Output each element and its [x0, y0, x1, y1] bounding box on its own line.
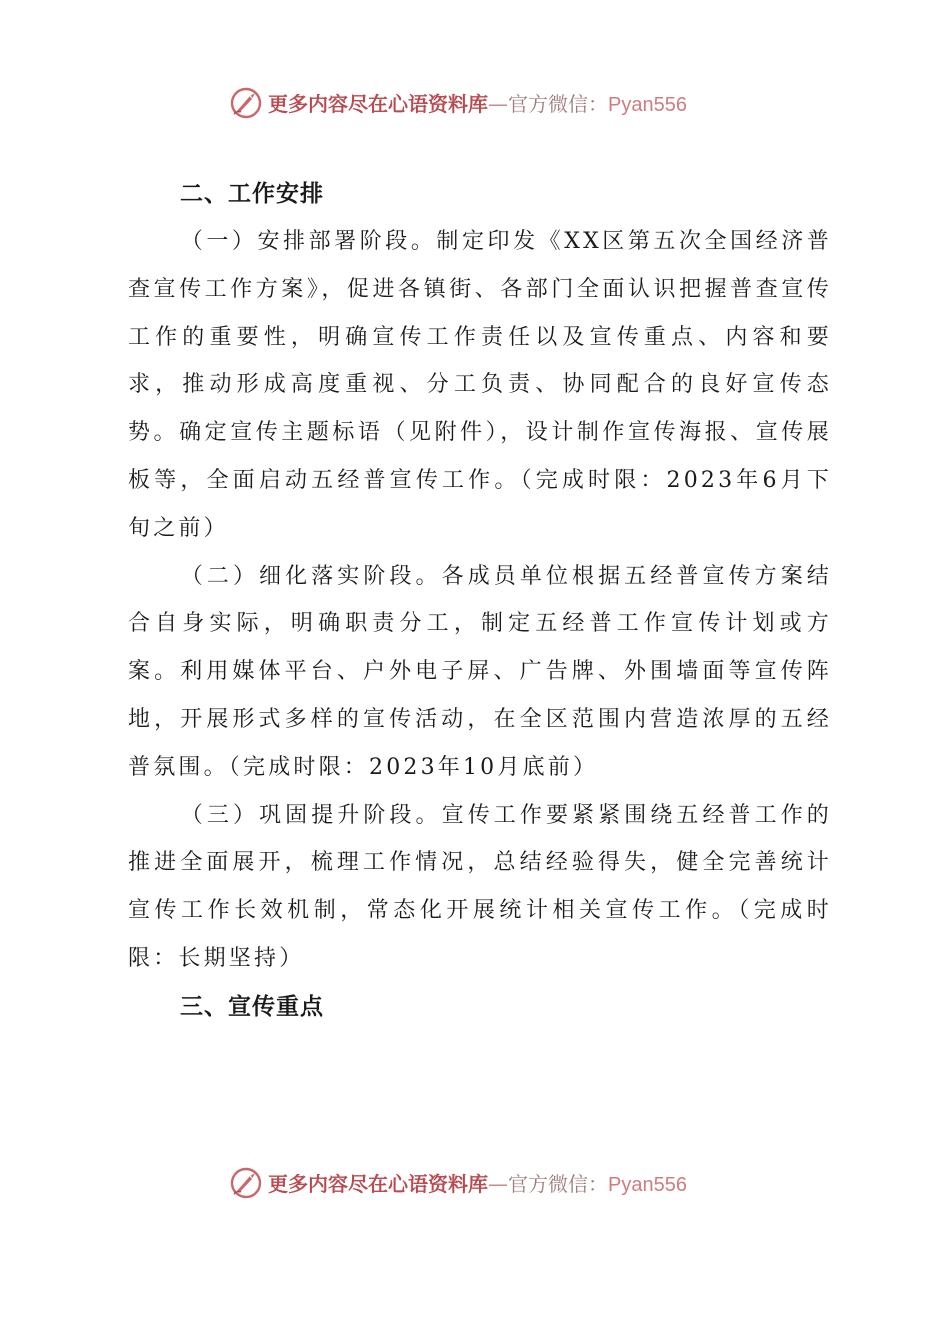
- document-body: [128, 170, 832, 1031]
- watermark-official-label: 官方微信：: [508, 1171, 608, 1196]
- paragraph-implementation-stage: （二）细化落实阶段。各成员单位根据五经普宣传方案结合自身实际，明确职责分工，制定五经普工作宣传计划或方案。利用媒体平台、户外电子屏、广告牌、外围墙面等宣传阵地，开展形式多样的宣传活动，在全区范围内营造浓厚的五经普氛围。（完成时限：2023年10月底前）: [128, 563, 832, 780]
- watermark-dash: —: [488, 91, 508, 116]
- pen-logo-icon: [228, 84, 264, 120]
- watermark-text: [268, 1168, 687, 1197]
- watermark-wechat-id: Pyan556: [608, 1173, 687, 1196]
- watermark-text: [268, 88, 687, 117]
- watermark-brand: 更多内容尽在心语资料库: [268, 1171, 488, 1196]
- footer-watermark: [228, 1162, 687, 1202]
- section-heading-work-arrangement: 二、工作安排: [180, 181, 324, 207]
- watermark-official-label: 官方微信：: [508, 91, 608, 116]
- header-watermark: [228, 82, 687, 122]
- watermark-wechat-id: Pyan556: [608, 93, 687, 116]
- paragraph-deployment-stage: （一）安排部署阶段。制定印发《XX区第五次全国经济普查宣传工作方案》，促进各镇街、各部门全面认识把握普查宣传工作的重要性，明确宣传工作责任以及宣传重点、内容和要求，推动形成高度重视、分工负责、协同配合的良好宣传态势。确定宣传主题标语（见附件），设计制作宣传海报、宣传展板等，全面启动五经普宣传工作。（完成时限：2023年6月下旬之前）: [128, 229, 832, 541]
- paragraph-consolidation-stage: （三）巩固提升阶段。宣传工作要紧紧围绕五经普工作的推进全面展开，梳理工作情况，总结经验得失，健全完善统计宣传工作长效机制，常态化开展统计相关宣传工作。（完成时限：长期坚持）: [128, 802, 832, 971]
- pen-logo-icon: [228, 1164, 264, 1200]
- section-heading-publicity-focus: 三、宣传重点: [180, 993, 324, 1020]
- watermark-dash: —: [488, 1171, 508, 1196]
- watermark-brand: 更多内容尽在心语资料库: [268, 91, 488, 116]
